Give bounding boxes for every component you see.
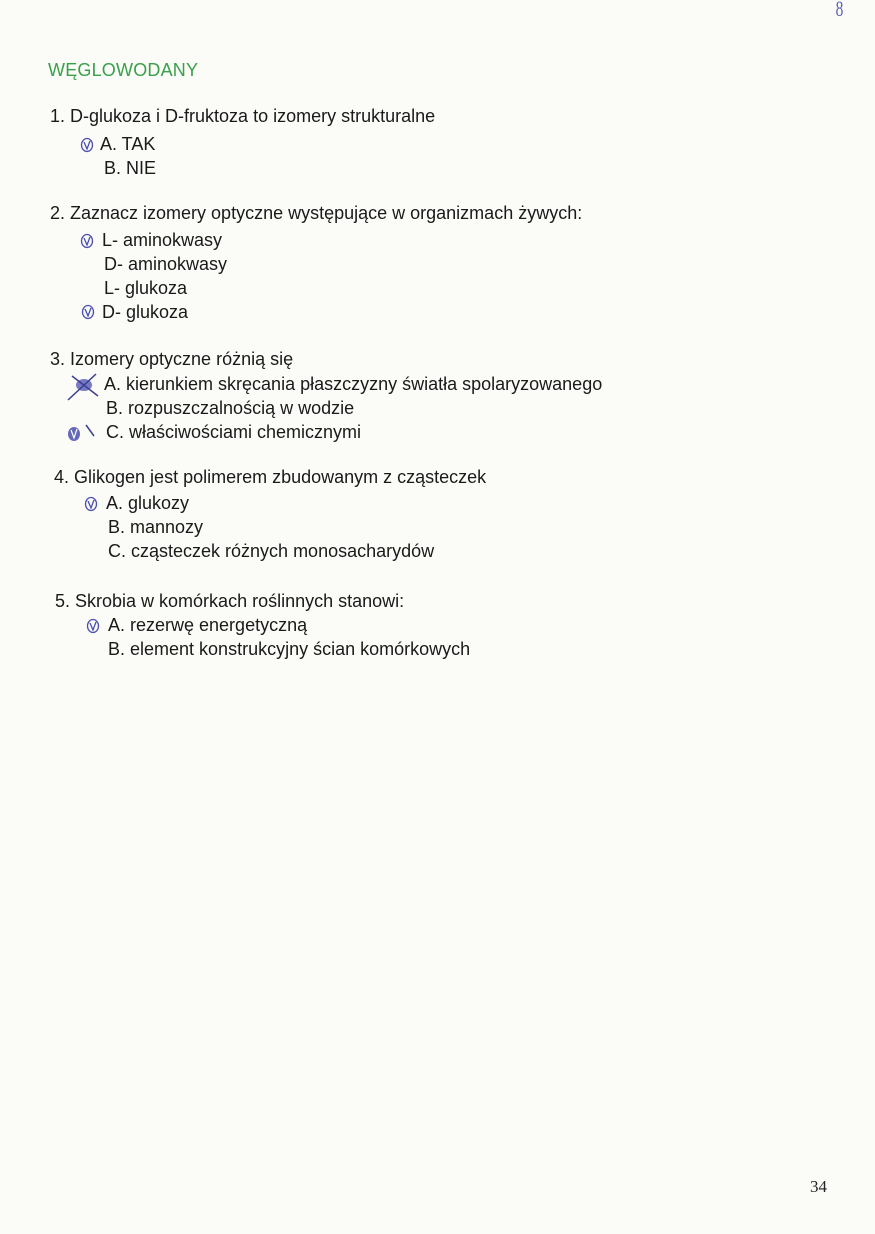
option-b[interactable]: B. NIE xyxy=(104,158,157,178)
question-text: 1. D-glukoza i D-fruktoza to izomery strukturalne xyxy=(50,106,436,126)
checkmark-circle-icon xyxy=(86,618,100,634)
checkmark-circle-icon xyxy=(81,304,95,320)
question-text: 4. Glikogen jest polimerem zbudowanym z cząsteczek xyxy=(54,467,487,487)
option-b[interactable]: B. element konstrukcyjny ścian komórkowych xyxy=(108,639,471,659)
option-d-glukoza[interactable]: D- glukoza xyxy=(102,302,189,322)
option-c[interactable]: C. cząsteczek różnych monosacharydów xyxy=(108,541,435,561)
option-d-aminokwasy[interactable]: D- aminokwasy xyxy=(104,254,228,274)
option-c[interactable]: C. właściwościami chemicznymi xyxy=(106,422,362,442)
question-text: 5. Skrobia w komórkach roślinnych stanowi: xyxy=(55,591,405,611)
checkmark-circle-icon xyxy=(80,137,94,153)
option-b[interactable]: B. mannozy xyxy=(108,517,204,537)
checkmark-circle-icon xyxy=(84,496,98,512)
checkmark-circle-icon xyxy=(66,422,104,444)
option-b[interactable]: B. rozpuszczalnością w wodzie xyxy=(106,398,355,418)
question-text: 2. Zaznacz izomery optyczne występujące w organizmach żywych: xyxy=(50,203,583,223)
option-a[interactable]: A. kierunkiem skręcania płaszczyzny światła spolaryzowanego xyxy=(104,374,603,394)
option-a[interactable]: A. glukozy xyxy=(106,493,190,513)
page-number: 34 xyxy=(810,1177,827,1196)
option-l-aminokwasy[interactable]: L- aminokwasy xyxy=(102,230,223,250)
option-a[interactable]: A. rezerwę energetyczną xyxy=(108,615,308,635)
checkmark-circle-icon xyxy=(80,233,94,249)
corner-mark: 8 xyxy=(835,0,844,21)
option-a[interactable]: A. TAK xyxy=(100,134,156,154)
section-title: WĘGLOWODANY xyxy=(48,60,199,80)
option-l-glukoza[interactable]: L- glukoza xyxy=(104,278,188,298)
crossed-out-mark-icon xyxy=(64,372,102,402)
question-text: 3. Izomery optyczne różnią się xyxy=(50,349,294,369)
